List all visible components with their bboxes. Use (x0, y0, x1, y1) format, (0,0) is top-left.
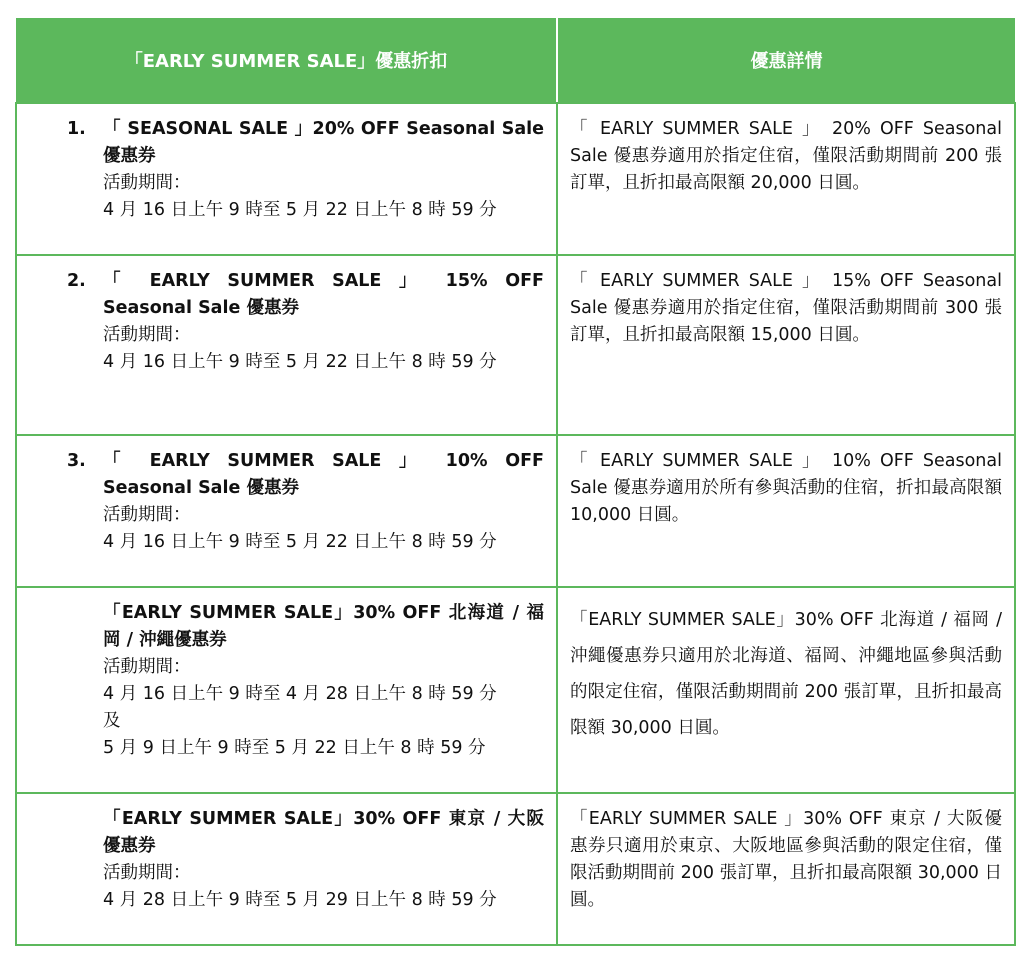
detail-cell (557, 587, 1015, 793)
detail-cell (557, 435, 1015, 587)
header-details: 優惠詳情 (557, 17, 1015, 103)
discount-cell (16, 793, 557, 945)
row-number (67, 806, 103, 914)
row-number: 2. (67, 271, 86, 291)
period-label: 活動期間： (103, 325, 191, 345)
discount-title: 「 EARLY SUMMER SALE 」 10% OFF Seasonal Sale 優惠券 (103, 451, 544, 498)
detail-cell (557, 793, 1015, 945)
header-discount: 「EARLY SUMMER SALE」優惠折扣 (16, 17, 557, 103)
period-text: 5 月 9 日上午 9 時至 5 月 22 日上午 8 時 59 分 (103, 738, 486, 758)
period-label: 活動期間： (103, 173, 191, 193)
period-label: 活動期間： (103, 657, 191, 677)
detail-text: 「 EARLY SUMMER SALE 」 20% OFF Seasonal Sale 優惠券適用於指定住宿，僅限活動期間前 200 張訂單，且折扣最高限額 20,000 日圓。 (570, 119, 1002, 193)
sale-table (15, 16, 1016, 946)
period-text: 4 月 16 日上午 9 時至 5 月 22 日上午 8 時 59 分 (103, 352, 497, 372)
period-label: 活動期間： (103, 863, 191, 883)
detail-text: 「 EARLY SUMMER SALE 」 15% OFF Seasonal Sale 優惠券適用於指定住宿，僅限活動期間前 300 張訂單，且折扣最高限額 15,000 日圓。 (570, 271, 1002, 345)
detail-text: 「EARLY SUMMER SALE 」30% OFF 東京 / 大阪優惠券只適用於東京、大阪地區參與活動的限定住宿，僅限活動期間前 200 張訂單，且折扣最高限額 30,000 日圓。 (570, 809, 1002, 910)
detail-cell (557, 255, 1015, 435)
detail-text: 「EARLY SUMMER SALE」30% OFF 北海道 / 福岡 / 沖繩優惠券只適用於北海道、福岡、沖繩地區參與活動的限定住宿，僅限活動期間前 200 張訂單，且折扣最高限額 30,000 日圓。 (570, 610, 1002, 738)
table-row (16, 793, 1015, 945)
period-text: 4 月 16 日上午 9 時至 4 月 28 日上午 8 時 59 分 (103, 684, 497, 704)
row-number (67, 600, 103, 762)
period-text: 4 月 16 日上午 9 時至 5 月 22 日上午 8 時 59 分 (103, 532, 497, 552)
discount-cell (16, 255, 557, 435)
table-row (16, 587, 1015, 793)
header-row (16, 17, 1015, 103)
table-row (16, 435, 1015, 587)
discount-title: 「EARLY SUMMER SALE」30% OFF 東京 / 大阪優惠券 (103, 809, 544, 856)
table-row (16, 255, 1015, 435)
discount-cell (16, 587, 557, 793)
discount-cell (16, 435, 557, 587)
period-label: 活動期間： (103, 505, 191, 525)
discount-title: 「EARLY SUMMER SALE」30% OFF 北海道 / 福岡 / 沖繩優惠券 (103, 603, 544, 650)
discount-title: 「 SEASONAL SALE 」20% OFF Seasonal Sale 優惠券 (103, 119, 544, 166)
row-number: 1. (67, 119, 86, 139)
period-text: 4 月 16 日上午 9 時至 5 月 22 日上午 8 時 59 分 (103, 200, 497, 220)
row-number: 3. (67, 451, 86, 471)
discount-title: 「 EARLY SUMMER SALE 」 15% OFF Seasonal Sale 優惠券 (103, 271, 544, 318)
discount-cell (16, 103, 557, 255)
period-text: 4 月 28 日上午 9 時至 5 月 29 日上午 8 時 59 分 (103, 890, 497, 910)
detail-cell (557, 103, 1015, 255)
period-connector: 及 (103, 711, 121, 731)
detail-text: 「 EARLY SUMMER SALE 」 10% OFF Seasonal Sale 優惠券適用於所有參與活動的住宿，折扣最高限額 10,000 日圓。 (570, 451, 1002, 525)
table-row (16, 103, 1015, 255)
